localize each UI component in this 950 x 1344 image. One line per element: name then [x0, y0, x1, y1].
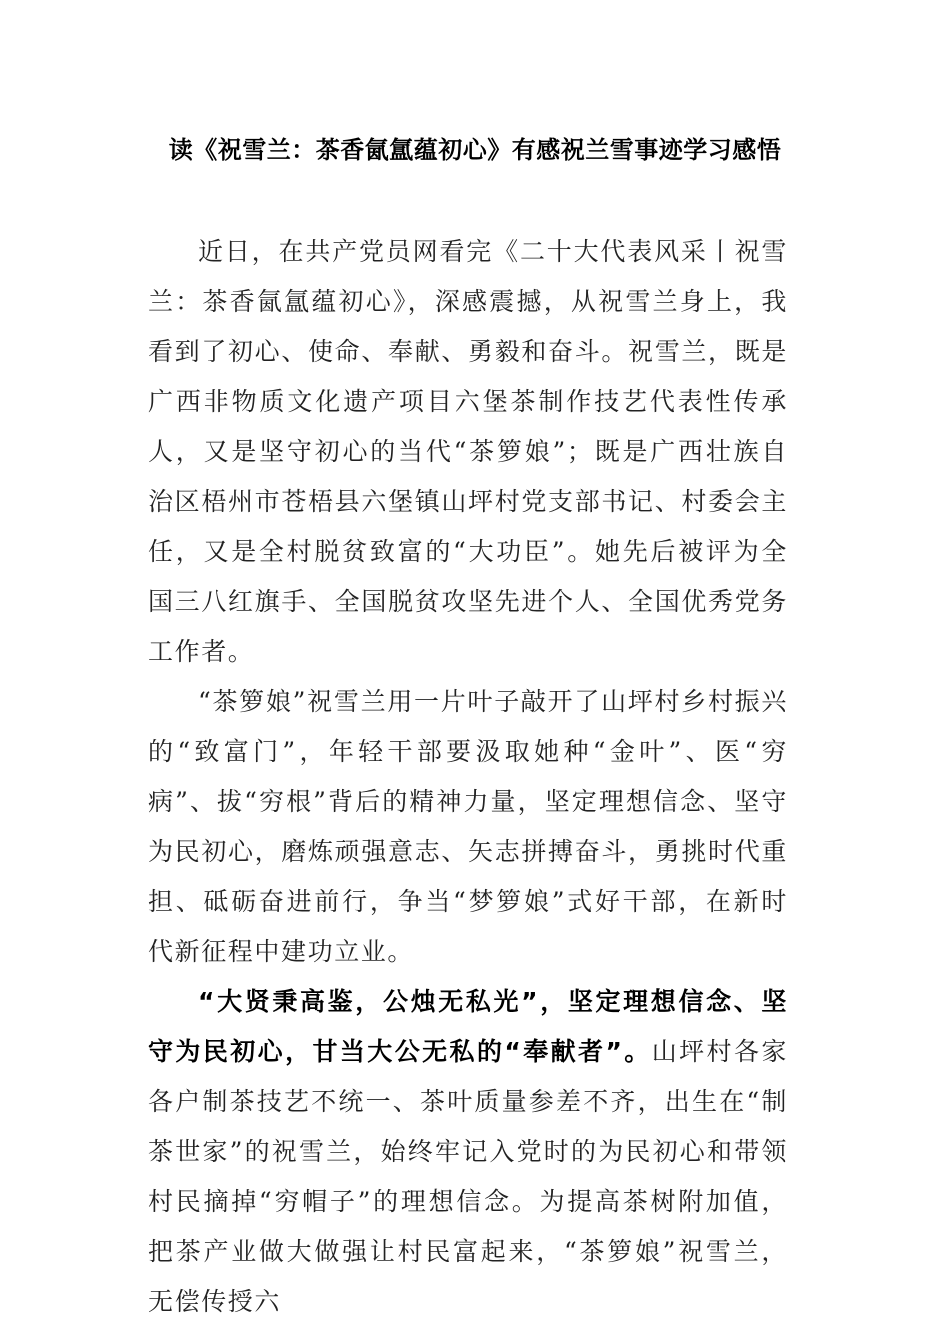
paragraph-3-lead: “大贤秉高鉴，公烛无私光”，坚定理想信念、坚守为民初心，甘当大公无私的“奉献者”。 [148, 987, 788, 1066]
paragraph-1-text: 近日，在共产党员网看完《二十大代表风采丨祝雪兰：茶香氤氲蕴初心》，深感震撼，从祝雪兰身上，我看到了初心、使命、奉献、勇毅和奋斗。祝雪兰，既是广西非物质文化遗产项目六堡茶制作技艺代表性传承人，又是坚守初心的当代“茶箩娘”；既是广西壮族自治区梧州市苍梧县六堡镇山坪村党支部书记、村委会主任，又是全村脱贫致富的“大功臣”。她先后被评为全国三八红旗手、全国脱贫攻坚先进个人、全国优秀党务工作者。 [148, 237, 788, 666]
paragraph-1 [148, 227, 788, 677]
paragraph-3-text: 山坪村各家各户制茶技艺不统一、茶叶质量参差不齐，出生在“制茶世家”的祝雪兰，始终牢记入党时的为民初心和带领村民摘掉“穷帽子”的理想信念。为提高茶树附加值，把茶产业做大做强让村民富起来，“茶箩娘”祝雪兰，无偿传授六 [148, 1037, 788, 1316]
document-body [148, 227, 788, 1327]
paragraph-2 [148, 677, 788, 977]
paragraph-3 [148, 977, 788, 1327]
paragraph-2-text: “茶箩娘”祝雪兰用一片叶子敲开了山坪村乡村振兴的“致富门”，年轻干部要汲取她种“金叶”、医“穷病”、拔“穷根”背后的精神力量，坚定理想信念、坚守为民初心，磨炼顽强意志、矢志拼搏奋斗，勇挑时代重担、砥砺奋进前行，争当“梦箩娘”式好干部，在新时代新征程中建功立业。 [148, 687, 788, 966]
document-title: 读《祝雪兰：茶香氤氲蕴初心》有感祝兰雪事迹学习感悟 [168, 136, 782, 164]
